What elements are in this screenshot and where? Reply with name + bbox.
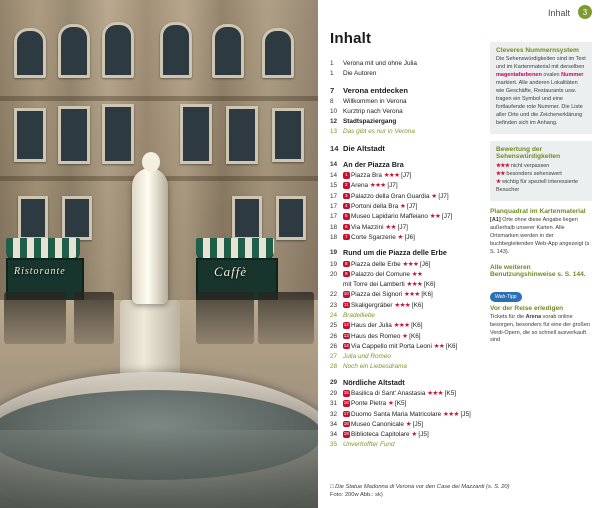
toc-page-number: 17	[330, 192, 338, 200]
toc-entry-label	[343, 127, 482, 136]
toc-page-number: 26	[330, 332, 338, 340]
toc-page-number: 31	[330, 400, 338, 408]
rating-stars: ★★★	[383, 172, 400, 180]
rating-stars: ★★★	[443, 410, 459, 418]
toc-entry-label	[343, 440, 482, 449]
toc-entry-label	[343, 389, 482, 398]
map-marker-number: 1	[344, 172, 348, 178]
toc-entry-title: Museo Lapidario Maffeiano	[351, 213, 428, 221]
toc-page-number: 19	[330, 249, 338, 257]
map-marker-number: 14	[343, 342, 349, 348]
rating-stars: ★★★	[403, 291, 420, 299]
map-grid-ref: [J7]	[407, 202, 418, 210]
map-marker-number: 18	[343, 420, 349, 426]
toc-entry-title: Verona mit und ohne Julia	[343, 60, 417, 67]
toc-entry-title: Piazza dei Signori	[351, 291, 403, 299]
toc-entry[interactable]	[330, 171, 482, 180]
toc-page-number: 26	[330, 342, 338, 350]
window	[102, 22, 134, 78]
toc-entry[interactable]	[330, 143, 482, 154]
toc-entry-label	[343, 181, 482, 190]
toc-entry-label	[343, 290, 482, 299]
toc-entry-label	[343, 410, 482, 419]
toc-entry-label	[343, 399, 482, 408]
toc-entry[interactable]	[330, 181, 482, 190]
map-marker-number: 6	[344, 223, 348, 229]
window	[58, 24, 90, 78]
map-grid-ref: [J7]	[401, 172, 412, 180]
window	[102, 104, 134, 164]
window	[212, 24, 244, 78]
toc-page-number: 13	[330, 128, 338, 136]
sidebar-notes	[490, 42, 592, 352]
rating-stars: ★★	[433, 342, 445, 350]
window	[160, 22, 192, 78]
toc-entry-label	[343, 352, 482, 361]
window	[226, 106, 258, 164]
map-marker-number: 2	[344, 182, 348, 188]
toc-entry-title: Biblioteca Capitolare	[351, 431, 410, 439]
toc-entry[interactable]	[330, 270, 482, 279]
toc-heading: Inhalt	[330, 30, 372, 47]
map-marker-number: 15	[343, 390, 349, 396]
awning	[6, 238, 80, 260]
toc-entry-title: Museo Canonicale	[351, 420, 404, 428]
map-marker-number: 19	[343, 431, 349, 437]
toc-page-number: 1	[330, 70, 334, 78]
toc-entry-label	[343, 248, 482, 258]
toc-entry[interactable]	[330, 202, 482, 211]
rating-label: wichtig für speziell interessierte Besucher	[496, 179, 579, 194]
toc-entry-title: Arena	[351, 182, 369, 190]
info-box-title: Alle weiteren Benutzungshinweise s. S. 144.	[490, 263, 586, 278]
map-grid-ref: [J5]	[460, 410, 471, 418]
toc-entry[interactable]	[330, 342, 482, 351]
rating-legend-row	[496, 170, 586, 178]
page-header	[318, 0, 600, 26]
map-grid-ref: [K6]	[423, 281, 436, 289]
rating-stars: ★	[405, 420, 411, 428]
toc-entry[interactable]	[330, 59, 482, 68]
toc-page-number: 19	[330, 260, 338, 268]
toc-entry[interactable]	[330, 260, 482, 269]
window	[262, 28, 294, 78]
toc-entry-title: Piazza delle Erbe	[351, 260, 401, 268]
rating-label: besonders sehenswert	[506, 170, 562, 177]
caption-symbol: □	[330, 483, 334, 490]
info-box	[490, 208, 592, 257]
toc-page-number: 14	[330, 143, 339, 153]
toc-entry[interactable]	[330, 233, 482, 242]
toc-page-number: 27	[330, 353, 338, 361]
info-box-title: Cleveres Nummernsystem	[496, 47, 579, 54]
rating-stars: ★★★	[393, 322, 410, 330]
crowd	[4, 292, 66, 344]
map-grid-ref: [K6]	[445, 342, 458, 350]
toc-entry-title: Via Mazzini	[351, 223, 384, 231]
info-box-text: [A1] Orte ohne diese Angabe liegen außerhalb unserer Karten. Alle Ortsmarken werden in der buchbegleitenden Web-App angezeigt (s. S. 143).	[490, 216, 591, 255]
toc-entry-title: Das gibt es nur in Verona	[343, 128, 415, 136]
toc-entry[interactable]	[330, 248, 482, 258]
figure-caption	[330, 483, 585, 500]
map-grid-ref: [J7]	[397, 223, 408, 231]
cafe-sign: Caffè	[214, 264, 248, 279]
toc-entry-title: Haus der Julia	[351, 322, 392, 330]
toc-page-number: 29	[330, 378, 338, 386]
map-marker-number: 7	[344, 233, 348, 239]
toc-entry-label	[343, 59, 482, 68]
map-grid-ref: [J5]	[418, 431, 429, 439]
toc-entry[interactable]	[330, 127, 482, 136]
toc-entry[interactable]	[330, 420, 482, 429]
toc-entry-label	[343, 202, 482, 211]
map-marker-number: 11	[343, 301, 349, 307]
toc-page-number: 14	[330, 172, 338, 180]
toc-entry[interactable]	[330, 160, 482, 170]
map-grid-ref: [J7]	[387, 182, 398, 190]
rating-stars: ★	[397, 233, 403, 241]
toc-entry[interactable]	[330, 362, 482, 371]
toc-entry-label	[343, 362, 482, 371]
map-grid-ref: [K5]	[394, 400, 407, 408]
window	[18, 196, 48, 240]
rating-stars: ★★	[411, 270, 423, 278]
rating-stars: ★★★	[402, 260, 419, 268]
rating-stars: ★★	[496, 170, 505, 177]
toc-entry-label	[343, 233, 482, 242]
toc-entry-label	[343, 69, 482, 78]
map-grid-ref: [K5]	[444, 390, 457, 398]
crowd	[74, 292, 114, 344]
map-grid-ref: [J5]	[412, 420, 424, 428]
toc-entry-label	[343, 85, 482, 96]
toc-entry-title: Nördliche Altstadt	[343, 377, 405, 387]
toc-entry[interactable]	[330, 399, 482, 408]
toc-entry-title: Stadtspaziergang	[343, 118, 397, 126]
info-box	[490, 42, 592, 134]
toc-page-number: 7	[330, 85, 335, 95]
caption-credit: Foto: 200w Abb.: sk)	[330, 492, 383, 499]
map-grid-ref: [J7]	[438, 192, 449, 200]
rating-legend-row	[496, 178, 586, 195]
content-area	[330, 30, 592, 500]
toc-entry-label	[343, 332, 482, 341]
toc-page-number: 25	[330, 322, 338, 330]
rating-stars: ★	[411, 431, 417, 439]
map-grid-ref: [K6]	[411, 301, 424, 309]
toc-entry[interactable]	[330, 107, 482, 116]
window	[14, 28, 46, 78]
toc-page-number: 28	[330, 363, 338, 371]
info-box	[490, 264, 592, 278]
toc-entry-label	[343, 160, 482, 170]
rating-stars: ★	[402, 332, 408, 340]
toc-entry-title: Ponte Pietra	[351, 400, 387, 408]
web-tip-badge: Web-Tipp	[490, 292, 522, 302]
rating-legend-row	[496, 162, 586, 170]
map-marker-number: 13	[343, 332, 349, 338]
toc-entry[interactable]	[330, 430, 482, 439]
toc-entry[interactable]	[330, 378, 482, 388]
toc-entry[interactable]	[330, 280, 482, 289]
toc-entry-label	[343, 342, 482, 351]
info-box	[490, 285, 592, 346]
sidebar-box-list	[490, 42, 592, 345]
toc-entry-label	[343, 420, 482, 429]
toc-entry-label	[343, 212, 482, 221]
window	[276, 196, 306, 240]
toc-page-number: 29	[330, 390, 338, 398]
toc-entry-label	[343, 97, 482, 106]
rating-stars: ★★★	[369, 182, 386, 190]
toc-entry-title: Kurztrip nach Verona	[343, 107, 403, 115]
toc-entry-label	[343, 321, 482, 330]
toc-entry-label	[343, 301, 482, 310]
toc-page-number: 17	[330, 213, 338, 221]
map-grid-ref: [K6]	[409, 332, 421, 340]
map-marker-number: 3	[344, 192, 348, 198]
toc-entry[interactable]	[330, 301, 482, 310]
toc-entry-title: Portoni della Bra	[351, 202, 399, 210]
window	[58, 106, 90, 164]
toc-entry-title: Duomo Santa Maria Matricolare	[351, 410, 442, 418]
window	[232, 196, 262, 240]
facade-band	[0, 96, 318, 101]
toc-page-number: 18	[330, 223, 338, 231]
toc-entry-title: Verona entdecken	[343, 85, 408, 95]
toc-entry[interactable]	[330, 223, 482, 232]
map-marker-number: 9	[344, 270, 348, 276]
page-title: Inhalt	[547, 8, 570, 18]
crowd	[258, 292, 314, 344]
rating-stars: ★	[496, 179, 501, 186]
toc-entry[interactable]	[330, 440, 482, 449]
toc-page-number: 20	[330, 270, 338, 278]
map-marker-number: 17	[343, 410, 349, 416]
toc-page-number: 18	[330, 233, 338, 241]
toc-entry-title: Die Altstadt	[343, 143, 385, 153]
map-marker-number: 5	[344, 213, 348, 219]
toc-entry-title: Haus des Romeo	[351, 332, 401, 340]
rating-stars: ★	[431, 192, 437, 200]
toc-entry-title: Via Cappello mit Porta Leoni	[351, 342, 432, 350]
toc-entry-title: Noch ein Liebesdrama	[343, 363, 407, 371]
toc-entry-title: Rund um die Piazza delle Erbe	[343, 248, 447, 258]
toc-entry-title: Die Autoren	[343, 70, 377, 78]
caption-text: Die Statue Madonna di Verona vor den Case dei Mazzanti (s. S. 20)	[335, 483, 510, 490]
toc-page-number: 10	[330, 107, 338, 115]
toc-entry[interactable]	[330, 311, 482, 320]
toc-entry-label	[343, 270, 482, 279]
map-marker-number: 4	[344, 202, 348, 208]
toc-entry-title: Julia und Romeo	[343, 353, 391, 361]
window	[272, 108, 304, 162]
toc-entry[interactable]	[330, 85, 482, 96]
toc-entry-title: Skaligergräber	[351, 301, 393, 309]
crowd	[196, 292, 254, 344]
toc-entry[interactable]	[330, 212, 482, 221]
toc-entry[interactable]	[330, 410, 482, 419]
toc-entry[interactable]	[330, 290, 482, 299]
toc-entry[interactable]	[330, 352, 482, 361]
toc-entry-title: Palazzo della Gran Guardia	[351, 192, 430, 200]
map-grid-ref: [J6]	[404, 233, 415, 241]
info-box-text: Tickets für die Arena vorab online besorgen, besonders für eine der großen Verdi-Opern, die so schnell ausverkauft sind	[490, 313, 590, 344]
rating-stars: ★★★	[427, 390, 443, 398]
toc-entry-label	[343, 117, 482, 126]
toc-entry-label	[343, 143, 482, 154]
toc-entry-title: Bradelliebe	[343, 311, 375, 319]
info-box-text: Die Sehenswürdigkeiten sind im Text und im Kartenmaterial mit derselben magentafarbenen ovalen Nummer markiert. Alle anderen Lokalitäten wie Geschäfte, Restaurants usw. tragen ein Symbol und eine fortlaufende rote Nummer. Die Liste aller Orte und die Zeichenerklärung befinden sich im Anhang.	[496, 56, 586, 126]
toc-list	[330, 59, 482, 450]
info-box-title: Planquadrat im Kartenmaterial	[490, 207, 586, 215]
toc-page-number: 34	[330, 431, 338, 439]
statue-head	[142, 152, 160, 172]
map-grid-ref: [J6]	[419, 260, 431, 268]
toc-entry-title: Corte Sgarzerie	[351, 233, 396, 241]
toc-entry-title: Basilica di Sant' Anastasia	[351, 390, 426, 398]
toc-page-number: 12	[330, 118, 338, 126]
window	[180, 104, 212, 164]
toc-page-number: 1	[330, 60, 334, 67]
toc-page-number: 14	[330, 160, 338, 168]
map-grid-ref: [J7]	[442, 213, 453, 221]
map-grid-ref: [K6]	[421, 291, 433, 299]
toc-entry[interactable]	[330, 321, 482, 330]
rating-stars: ★	[400, 202, 406, 210]
toc-entry-label	[343, 107, 482, 116]
toc-page-number: 22	[330, 291, 338, 299]
awning	[196, 238, 274, 260]
toc-entry-title: Piazza Bra	[351, 172, 382, 180]
toc-page-number	[330, 280, 343, 289]
rating-stars: ★	[387, 400, 394, 408]
map-marker-number: 16	[343, 400, 349, 406]
toc-entry-title: Palazzo del Comune	[351, 270, 410, 278]
toc-page-number: 23	[330, 301, 338, 309]
window	[14, 108, 46, 162]
page-number-badge: 3	[578, 5, 592, 19]
toc-entry-title: Willkommen in Verona	[343, 97, 407, 105]
toc-entry[interactable]	[330, 97, 482, 106]
info-box-title: Bewertung der Sehenswürdigkeiten	[496, 145, 561, 160]
info-box	[490, 141, 592, 201]
rating-stars: ★★★	[406, 281, 423, 289]
toc-entry-label	[343, 430, 482, 439]
toc-entry-label	[343, 223, 482, 232]
rating-stars: ★★	[429, 213, 441, 221]
map-marker-number: 8	[344, 260, 348, 266]
toc-entry-title: Unverhoffter Fund	[343, 441, 395, 449]
toc-page-number: 32	[330, 410, 338, 418]
toc-entry[interactable]	[330, 389, 482, 398]
toc-entry-label	[343, 171, 482, 180]
rating-label: nicht verpassen	[510, 162, 550, 169]
toc-entry-label	[343, 378, 482, 388]
window	[62, 196, 92, 240]
toc-entry-title: mit Torre dei Lamberti	[343, 281, 405, 289]
rating-stars: ★★★	[394, 301, 411, 309]
map-marker-number: 12	[343, 322, 349, 328]
toc-page-number: 8	[330, 97, 334, 105]
toc-page-number: 24	[330, 311, 338, 319]
toc-page-number: 35	[330, 441, 338, 449]
rating-stars: ★★★	[496, 162, 510, 169]
madonna-statue	[132, 168, 168, 304]
toc-entry[interactable]	[330, 69, 482, 78]
map-grid-ref: [K6]	[411, 322, 423, 330]
toc-page-number: 15	[330, 182, 338, 190]
toc-entry[interactable]	[330, 332, 482, 341]
info-box-title: Vor der Reise erledigen	[490, 304, 564, 312]
toc-entry-label	[343, 311, 482, 320]
toc-entry-title: An der Piazza Bra	[343, 159, 404, 169]
toc-entry[interactable]	[330, 117, 482, 126]
map-marker-number: 10	[343, 291, 349, 297]
foreground-shadow	[0, 430, 318, 508]
toc-entry-label	[343, 260, 482, 269]
cafe-sign: Ristorante	[14, 266, 66, 277]
toc-page-number: 34	[330, 420, 338, 428]
toc-entry-label	[343, 280, 482, 289]
toc-entry-label	[343, 192, 482, 201]
table-of-contents	[330, 30, 482, 451]
toc-page-number: 17	[330, 202, 338, 210]
rating-stars: ★★	[385, 223, 396, 231]
toc-entry[interactable]	[330, 192, 482, 201]
